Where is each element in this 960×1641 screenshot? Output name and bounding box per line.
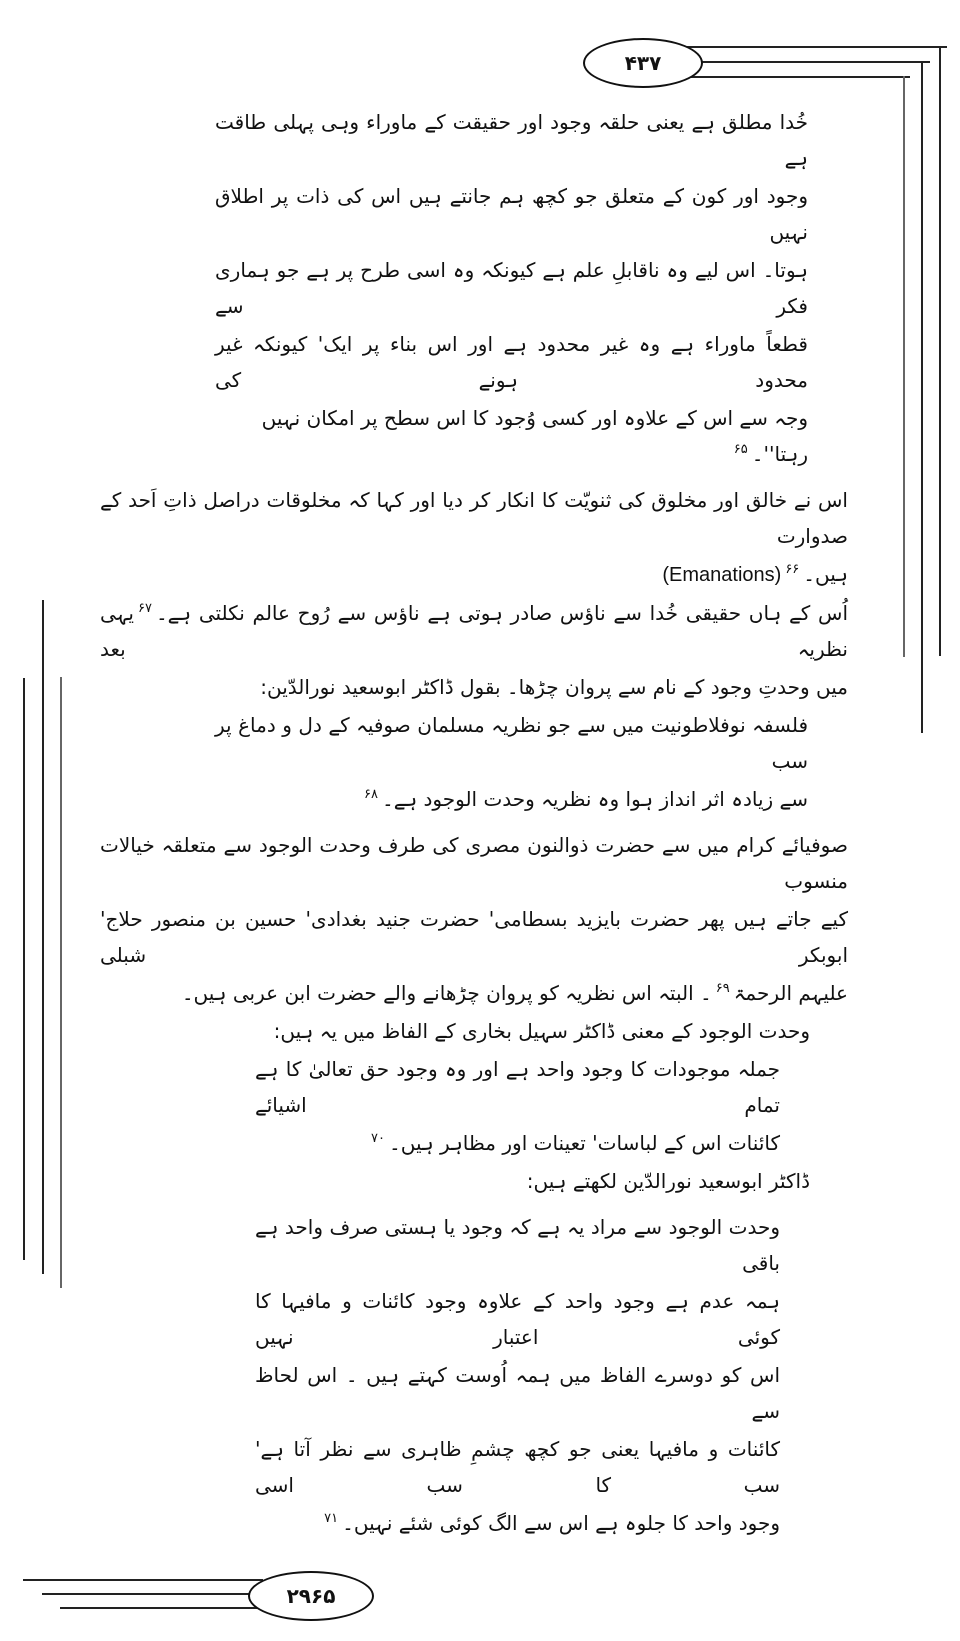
intro-line: ڈاکٹر ابوسعید نورالدّین لکھتے ہیں: [526, 1169, 810, 1193]
quote1-line: ہوتا۔ اس لیے وہ ناقابلِ علم ہے کیونکہ وہ اسی طرح پر ہے جو ہماری فکر سے [215, 258, 808, 318]
paragraph-text: اُس کے ہاں حقیقی خُدا سے ناؤس صادر ہوتی ہے ناؤس سے رُوح عالم نکلتی ہے۔ [155, 601, 848, 625]
quote2-line [215, 781, 808, 817]
quote2-line: فلسفہ نوفلاطونیت میں سے جو نظریہ مسلمان صوفیہ کے دل و دماغ پر سب [215, 713, 808, 773]
paragraph-text: علیہم الرحمۃ [733, 981, 848, 1005]
footnote-ref: ۷۱ [324, 1511, 339, 1527]
page-content [100, 0, 848, 1541]
paragraph-line: صوفیائے کرام میں سے حضرت ذوالنون مصری کی طرف وحدت الوجود سے متعلقہ خیالات منسوب [100, 833, 848, 893]
paragraph-text: ۔ البتہ اس نظریہ کو پروان چڑھانے والے حضرت ابن عربی ہیں۔ [181, 981, 712, 1005]
paragraph-text: ہیں۔ [803, 562, 848, 586]
footnote-ref: ۶۸ [364, 787, 378, 803]
quote4-text: وجود واحد کا جلوہ ہے اس سے الگ کوئی شئے نہیں۔ [342, 1511, 780, 1535]
footnote-ref: ۷۰ [371, 1131, 385, 1147]
quote3-text: کائنات اس کے لباسات' تعینات اور مظاہر ہیں۔ [389, 1131, 780, 1155]
intro-line: وحدت الوجود کے معنی ڈاکٹر سہیل بخاری کے الفاظ میں یہ ہیں: [273, 1019, 810, 1043]
paragraph-text: یہی نظریہ بعد [100, 601, 848, 661]
footnote-ref: ۶۶ [785, 562, 800, 578]
quote2-text: سے زیادہ اثر انداز ہوا وہ نظریہ وحدت الوجود ہے۔ [382, 787, 808, 811]
quote1-text: وجہ سے اس کے علاوہ اور کسی وُجود کا اس سطح پر امکان نہیں رہتا''۔ [261, 406, 808, 466]
footnote-ref: ۶۷ [137, 601, 152, 617]
paragraph-line: اس نے خالق اور مخلوق کی ثنویّت کا انکار کر دیا اور کہا کہ مخلوقات دراصل ذاتِ اَحد کے صدوارت [100, 488, 848, 548]
quote1-line: خُدا مطلق ہے یعنی حلقہ وجود اور حقیقت کے ماوراء وہی پہلی طاقت ہے [215, 110, 808, 170]
quote3-line: جملہ موجودات کا وجود واحد ہے اور وہ وجود حق تعالیٰ کا ہے تمام اشیائے [255, 1057, 780, 1117]
paragraph-line: کیے جاتے ہیں پھر حضرت بایزید بسطامی' حضرت جنید بغدادی' حسین بن منصور حلاج' ابوبکر شبلی [100, 907, 848, 967]
quote3-line [255, 1125, 780, 1161]
paragraph-line [100, 556, 848, 593]
quote4-line: کائنات و مافیہا یعنی جو کچھ چشمِ ظاہری سے نظر آتا ہے' سب کا سب اسی [255, 1437, 780, 1497]
quote4-line: وحدت الوجود سے مراد یہ ہے کہ وجود یا ہستی صرف واحد ہے باقی [255, 1215, 780, 1275]
top-page-number: ۴۳۷ [583, 38, 703, 88]
page-footer [0, 1571, 960, 1641]
bottom-page-number: ۲۹۶۵ [248, 1571, 374, 1621]
paragraph-line [100, 975, 848, 1011]
english-term: (Emanations) [662, 564, 782, 586]
quote4-line: اس کو دوسرے الفاظ میں ہمہ اُوست کہتے ہیں ۔ اس لحاظ سے [255, 1363, 780, 1423]
quote4-line: ہمہ عدم ہے وجود واحد کے علاوہ وجود کائنات و مافیہا کا کوئی اعتبار نہیں [255, 1289, 780, 1349]
paragraph-line [100, 595, 848, 667]
footnote-ref: ۶۵ [733, 442, 748, 458]
quote1-line [215, 400, 808, 472]
quote1-line: قطعاً ماوراء ہے وہ غیر محدود ہے اور اس بناء پر ایک' کیونکہ غیر محدود ہونے کی [215, 332, 808, 392]
quote1-line: وجود اور کون کے متعلق جو کچھ ہم جانتے ہیں اس کی ذات پر اطلاق نہیں [215, 184, 808, 244]
paragraph-line: میں وحدتِ وجود کے نام سے پروان چڑھا۔ بقول ڈاکٹر ابوسعید نورالدّین: [260, 675, 848, 699]
footnote-ref: ۶۹ [715, 981, 730, 997]
quote4-line [255, 1505, 780, 1541]
